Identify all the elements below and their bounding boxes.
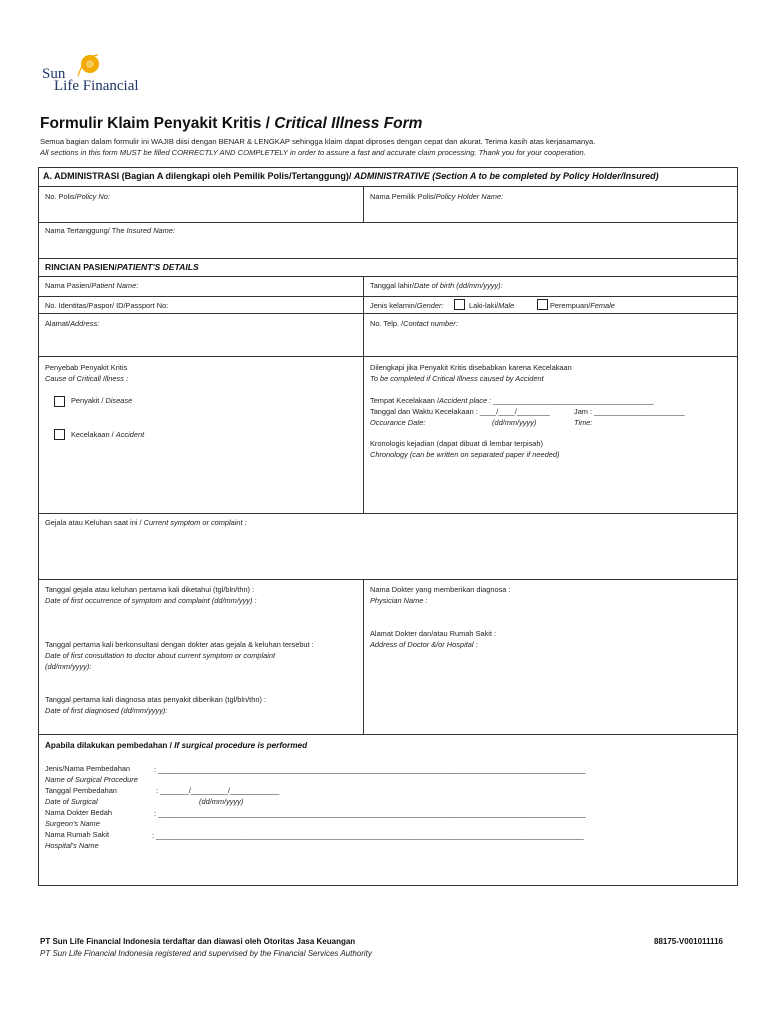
brand-line-1: Sun xyxy=(42,66,66,82)
intro-id: Semua bagian dalam formulir ini WAJIB diisi dengan BENAR & LENGKAP sehingga klaim dapat diproses dengan cepat dan akurat. Terima kasih atas kerjasamanya. xyxy=(40,137,596,146)
surgery-heading: Apabila dilakukan pembedahan / If surgical procedure is performed xyxy=(45,741,308,750)
first-diagnosis-label-en: Date of first diagnosed (dd/mm/yyyy): xyxy=(45,706,168,715)
female-checkbox[interactable] xyxy=(537,299,548,310)
chronology-label: Kronologis kejadian (dapat dibuat di lembar terpisah) xyxy=(370,439,543,448)
surgery-date-line[interactable]: : _______/_________/____________ xyxy=(156,786,280,795)
surgery-type-line[interactable]: : ________________________________________________________________________________________________________ xyxy=(154,765,586,774)
brand-line-2: Life Financial xyxy=(54,78,139,94)
form-code: 88175-V001011116 xyxy=(654,937,723,946)
gender-label: Jenis kelamin/Gender: xyxy=(370,301,444,310)
cause-label-en: Cause of Criticall Illness : xyxy=(45,374,128,383)
dob-label: Tanggal lahir/Date of birth (dd/mm/yyyy): xyxy=(370,281,503,290)
hospital-line[interactable]: : ________________________________________________________________________________________________________ xyxy=(152,831,584,840)
first-symptom-label-en: Date of first occurrence of symptom and complaint (dd/mm/yyy) : xyxy=(45,596,257,605)
surgery-type-label: Jenis/Nama Pembedahan xyxy=(45,764,131,773)
cause-label: Penyebab Penyakit Kritis xyxy=(45,363,128,372)
patient-heading: RINCIAN PASIEN/PATIENT'S DETAILS xyxy=(45,262,199,272)
first-symptom-label: Tanggal gejala atau keluhan pertama kali diketahui (tgl/bln/thn) : xyxy=(45,585,255,594)
first-consult-format: (dd/mm/yyyy): xyxy=(45,662,92,671)
first-diagnosis-label: Tanggal pertama kali diagnosa atas penyakit diberikan (tgl/bln/thn) : xyxy=(45,695,267,704)
accident-time-label: Jam : ______________________ xyxy=(574,407,685,416)
footer-registration: PT Sun Life Financial Indonesia terdaftar dan diawasi oleh Otoritas Jasa Keuangan xyxy=(40,937,356,946)
form-frame xyxy=(38,167,738,886)
disease-checkbox[interactable] xyxy=(54,396,65,407)
accident-note: Dilengkapi jika Penyakit Kritis disebabkan karena Kecelakaan xyxy=(370,363,572,372)
occurance-date-format: (dd/mm/yyyy) xyxy=(492,418,537,427)
surgery-date-label: Tanggal Pembedahan xyxy=(45,786,117,795)
policy-no-label: No. Polis/Policy No: xyxy=(45,192,110,201)
footer-registration-en: PT Sun Life Financial Indonesia registered and supervised by the Financial Services Authority xyxy=(40,949,372,958)
patient-name-label: Nama Pasien/Patient Name: xyxy=(45,281,139,290)
phone-label: No. Telp. /Contact number: xyxy=(370,319,458,328)
intro-en: All sections in this form MUST be filled CORRECTLY AND COMPLETELY in order to assure a fast and accurate claim processing. Thank you for your cooperation. xyxy=(40,148,586,157)
surgery-type-label-en: Name of Surgical Procedure xyxy=(45,775,138,784)
physician-label-en: Physician Name : xyxy=(370,596,428,605)
section-a-heading: A. ADMINISTRASI (Bagian A dilengkapi oleh Pemilik Polis/Tertanggung)/ ADMINISTRATIVE (Section A to be completed by Policy Holder/Insured) xyxy=(43,171,659,181)
surgery-date-format: (dd/mm/yyyy) xyxy=(199,797,244,806)
accident-checkbox[interactable] xyxy=(54,429,65,440)
accident-place-label: Tempat Kecelakaan /Accident place : _______________________________________ xyxy=(370,396,654,405)
insured-name-label: Nama Tertanggung/ The Insured Name: xyxy=(45,226,175,235)
surgeon-label-en: Surgeon's Name xyxy=(45,819,100,828)
male-checkbox[interactable] xyxy=(454,299,465,310)
holder-name-label: Nama Pemilik Polis/Policy Holder Name: xyxy=(370,192,504,201)
disease-label: Penyakit / Disease xyxy=(71,396,133,405)
surgery-date-label-en: Date of Surgical xyxy=(45,797,98,806)
first-consult-label-en: Date of first consultation to doctor about current symptom or complaint xyxy=(45,651,276,660)
form-title: Formulir Klaim Penyakit Kritis / Critical Illness Form xyxy=(40,115,423,132)
surgeon-line[interactable]: : ________________________________________________________________________________________________________ xyxy=(154,809,586,818)
occurance-date-label: Occurance Date: xyxy=(370,418,426,427)
physician-label: Nama Dokter yang memberikan diagnosa : xyxy=(370,585,511,594)
first-consult-label: Tanggal pertama kali berkonsultasi dengan dokter atas gejala & keluhan tersebut : xyxy=(45,640,314,649)
male-label: Laki-laki/Male xyxy=(469,301,515,310)
time-label-en: Time: xyxy=(574,418,593,427)
id-no-label: No. Identitas/Paspor/ ID/Passport No: xyxy=(45,301,169,310)
accident-label: Kecelakaan / Accident xyxy=(71,430,145,439)
doctor-address-label: Alamat Dokter dan/atau Rumah Sakit : xyxy=(370,629,497,638)
address-label: Alamat/Address: xyxy=(45,319,100,328)
accident-note-en: To be completed if Critical Illness caused by Accident xyxy=(370,374,544,383)
doctor-address-label-en: Address of Doctor &/or Hospital : xyxy=(370,640,478,649)
hospital-label: Nama Rumah Sakit xyxy=(45,830,110,839)
chronology-label-en: Chronology (can be written on separated paper if needed) xyxy=(370,450,560,459)
symptom-label: Gejala atau Keluhan saat ini / Current symptom or complaint : xyxy=(45,518,247,527)
female-label: Perempuan/Female xyxy=(550,301,615,310)
surgeon-label: Nama Dokter Bedah xyxy=(45,808,112,817)
sun-logo-icon xyxy=(64,52,100,78)
accident-datetime-label: Tanggal dan Waktu Kecelakaan : ____/____/________ xyxy=(370,407,550,416)
hospital-label-en: Hospital's Name xyxy=(45,841,99,850)
